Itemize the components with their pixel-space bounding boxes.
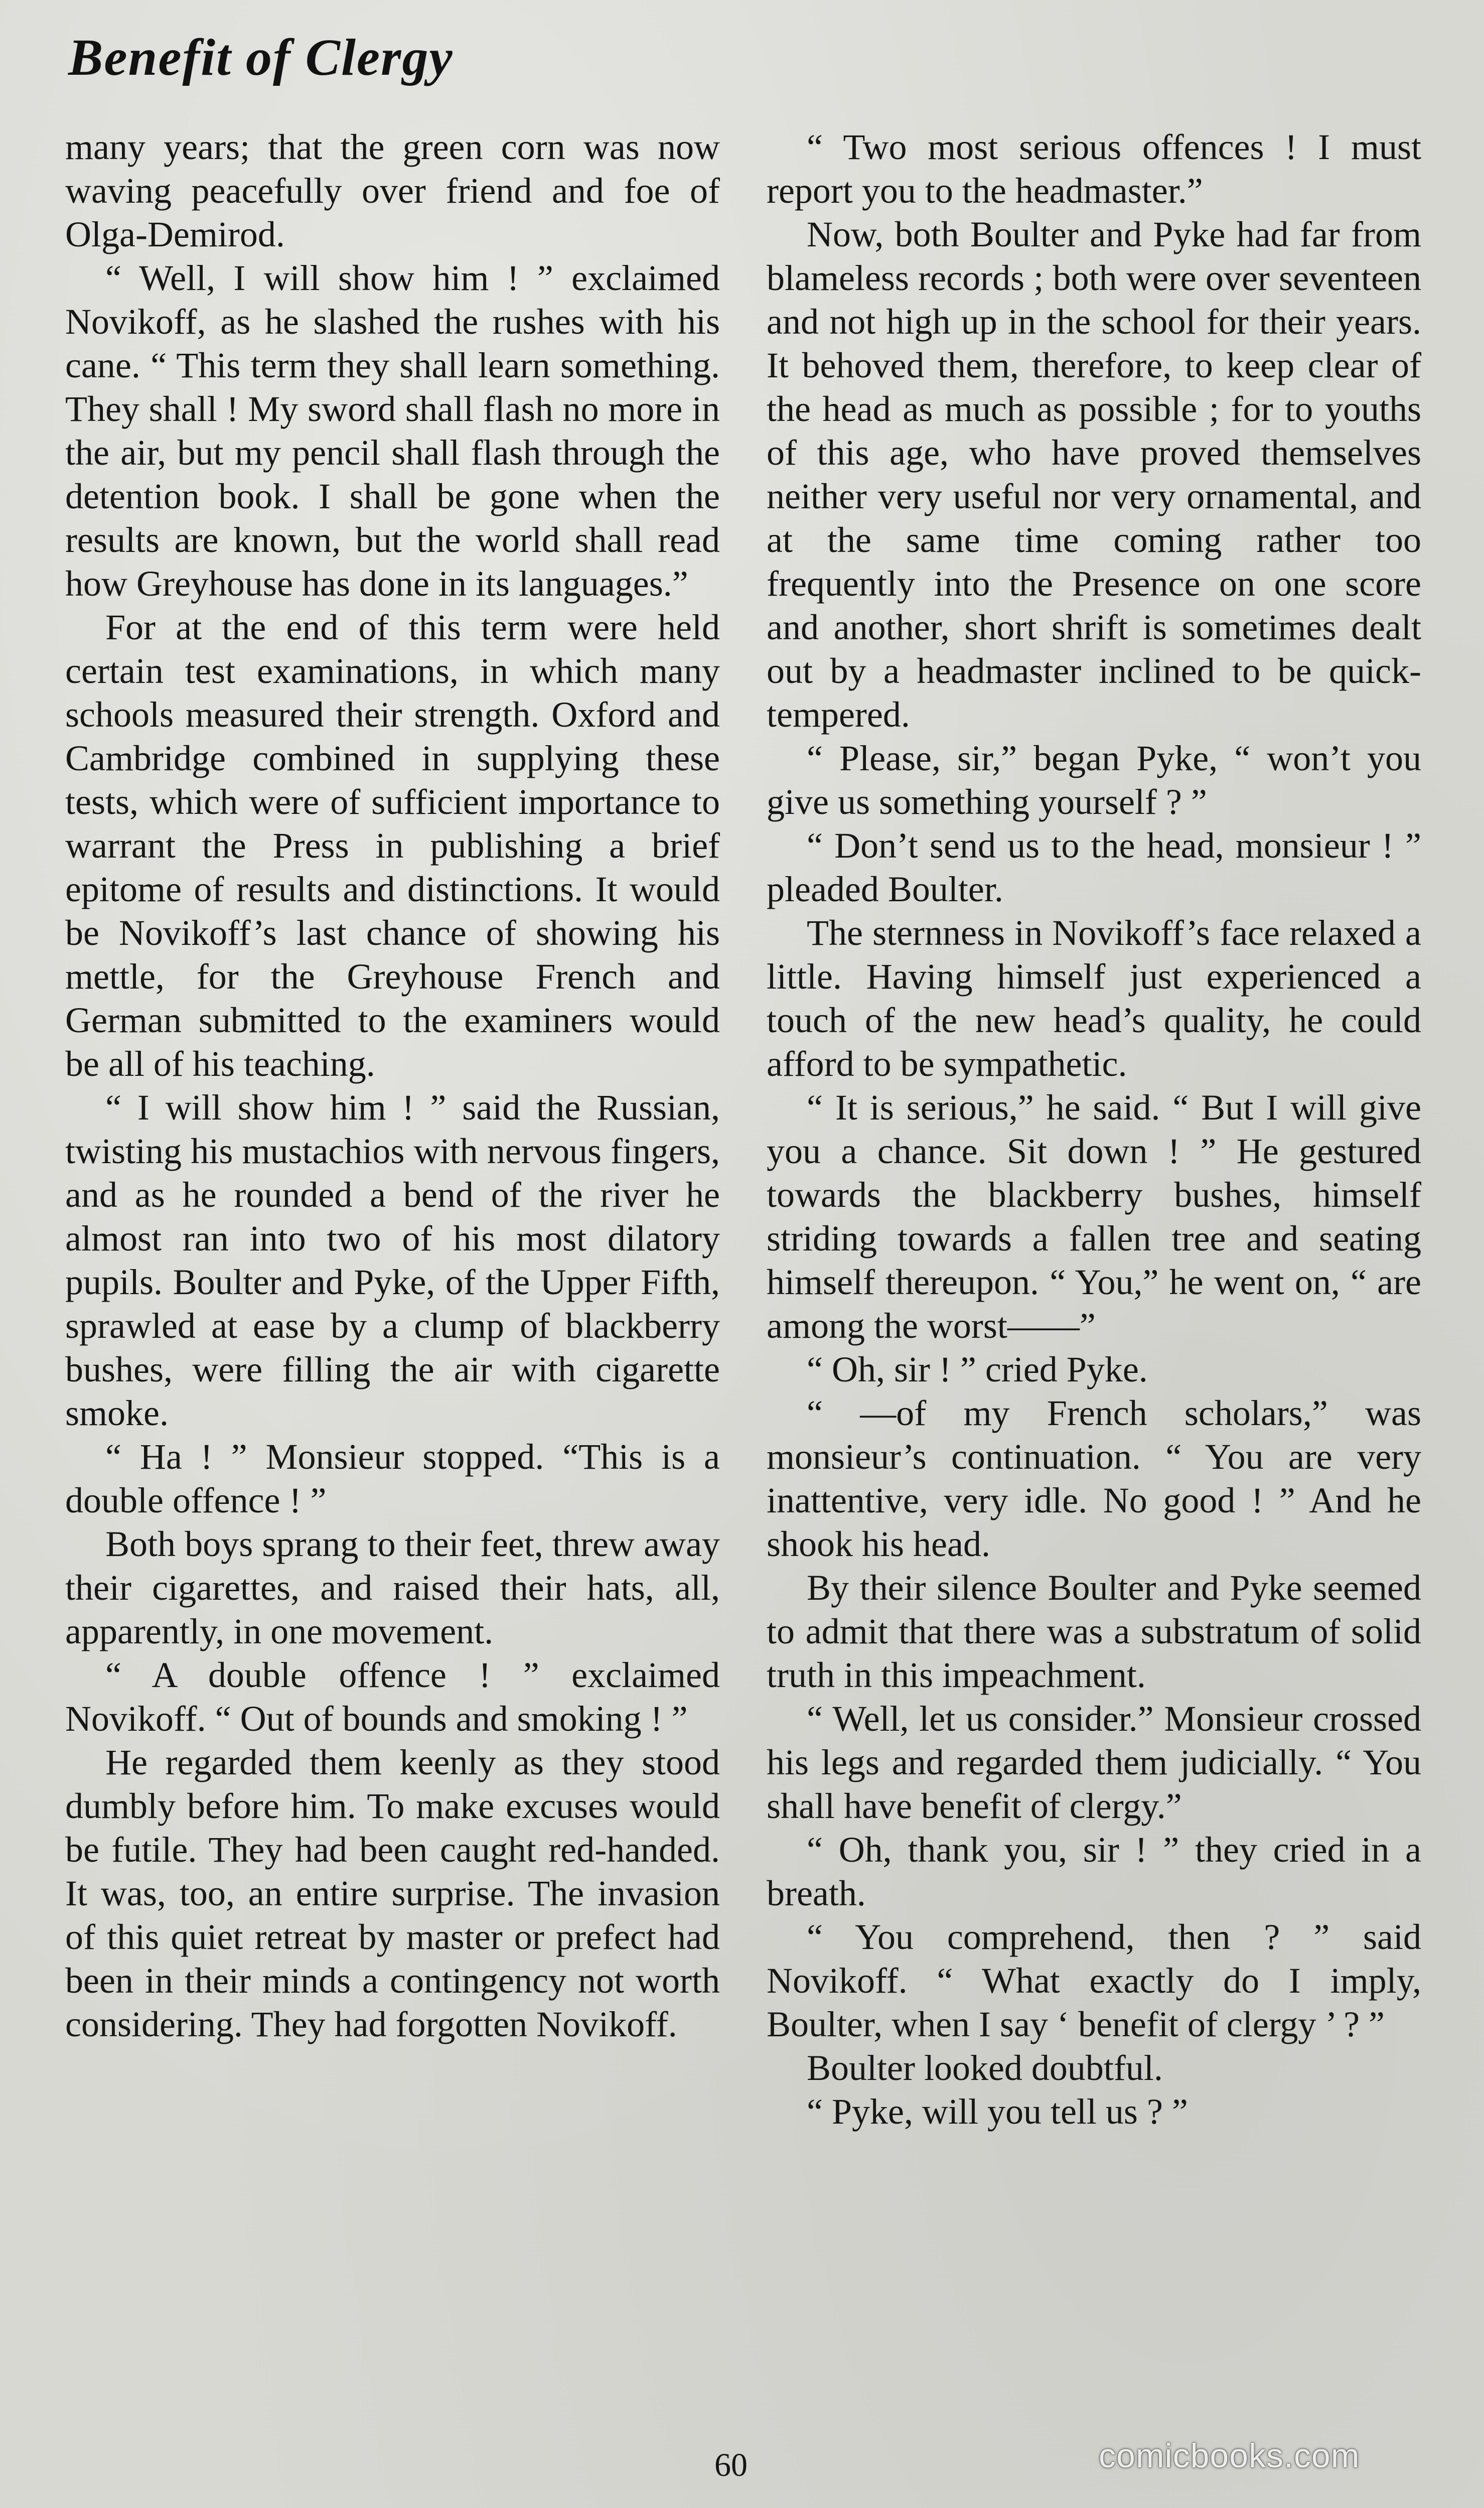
- paragraph: “ It is serious,” he said. “ But I will give you a chance. Sit down ! ” He gestured towards the blackberry bushes, himself striding towards a fallen tree and seating himself thereupon. “ You,” he went on, “ are among the worst——”: [767, 1087, 1421, 1346]
- paragraph: Both boys sprang to their feet, threw away their cigarettes, and raised their hats, all, apparently, in one movement.: [65, 1524, 720, 1651]
- paragraph: “ Don’t send us to the head, monsieur ! ” pleaded Boulter.: [767, 825, 1421, 909]
- paragraph: “ —of my French scholars,” was monsieur’s continuation. “ You are very inattentive, very idle. No good ! ” And he shook his head.: [767, 1393, 1421, 1564]
- paragraph: He regarded them keenly as they stood dumbly before him. To make excuses would be futile. They had been caught red-handed. It was, too, an entire surprise. The invasion of this quiet retreat by master or prefect had been in their minds a contingency not worth considering. They had forgotten Novikoff.: [65, 1742, 720, 2044]
- paragraph: “ Oh, sir ! ” cried Pyke.: [807, 1349, 1148, 1389]
- paragraph: “ Two most serious offences ! I must report you to the headmaster.”: [767, 127, 1421, 211]
- paragraph: “ Ha ! ” Monsieur stopped. “This is a double offence ! ”: [65, 1437, 720, 1520]
- paragraph: Boulter looked doubtful.: [807, 2048, 1163, 2088]
- paragraph: many years; that the green corn was now waving peacefully over friend and foe of Olga-Demirod.: [65, 127, 720, 254]
- paragraph: “ Pyke, will you tell us ? ”: [807, 2092, 1188, 2132]
- right-text-column: [767, 125, 1421, 2134]
- paragraph: For at the end of this term were held certain test examinations, in which many schools measured their strength. Oxford and Cambridge combined in supplying these tests, which were of sufficient importance to warrant the Press in publishing a brief epitome of results and distinctions. It would be Novikoff’s last chance of showing his mettle, for the Greyhouse French and German submitted to the examiners would be all of his teaching.: [65, 607, 720, 1084]
- paragraph: The sternness in Novikoff’s face relaxed a little. Having himself just experienced a touch of the new head’s quality, he could afford to be sympathetic.: [767, 913, 1421, 1084]
- paragraph: By their silence Boulter and Pyke seemed to admit that there was a substratum of solid truth in this impeachment.: [767, 1568, 1421, 1695]
- paragraph: “ Well, let us consider.” Monsieur crossed his legs and regarded them judicially. “ You shall have benefit of clergy.”: [767, 1699, 1421, 1826]
- left-text-column: [65, 125, 720, 2046]
- paragraph: “ You comprehend, then ? ” said Novikoff. “ What exactly do I imply, Boulter, when I say ‘ benefit of clergy ’ ? ”: [767, 1917, 1421, 2044]
- site-watermark: comicbooks.com: [1099, 2437, 1360, 2475]
- paragraph: “ A double offence ! ” exclaimed Novikoff. “ Out of bounds and smoking ! ”: [65, 1655, 720, 1739]
- running-header-title: Benefit of Clergy: [68, 29, 454, 86]
- paragraph: Now, both Boulter and Pyke had far from blameless records ; both were over seventeen and not high up in the school for their years. It behoved them, therefore, to keep clear of the head as much as possible ; for to youths of this age, who have proved themselves neither very useful nor very ornamental, and at the same time coming rather too frequently into the Presence on one score and another, short shrift is sometimes dealt out by a headmaster inclined to be quick-tempered.: [767, 214, 1421, 735]
- paragraph: “ Please, sir,” began Pyke, “ won’t you give us something yourself ? ”: [767, 738, 1421, 822]
- paragraph: “ Well, I will show him ! ” exclaimed Novikoff, as he slashed the rushes with his cane. “ This term they shall learn something. They shall ! My sword shall flash no more in the air, but my pencil shall flash through the detention book. I shall be gone when the results are known, but the world shall read how Greyhouse has done in its languages.”: [65, 258, 720, 604]
- paragraph: “ Oh, thank you, sir ! ” they cried in a breath.: [767, 1830, 1421, 1913]
- page-number: 60: [714, 2447, 748, 2483]
- paragraph: “ I will show him ! ” said the Russian, twisting his mustachios with nervous fingers, and as he rounded a bend of the river he almost ran into two of his most dilatory pupils. Boulter and Pyke, of the Upper Fifth, sprawled at ease by a clump of blackberry bushes, were filling the air with cigarette smoke.: [65, 1087, 720, 1433]
